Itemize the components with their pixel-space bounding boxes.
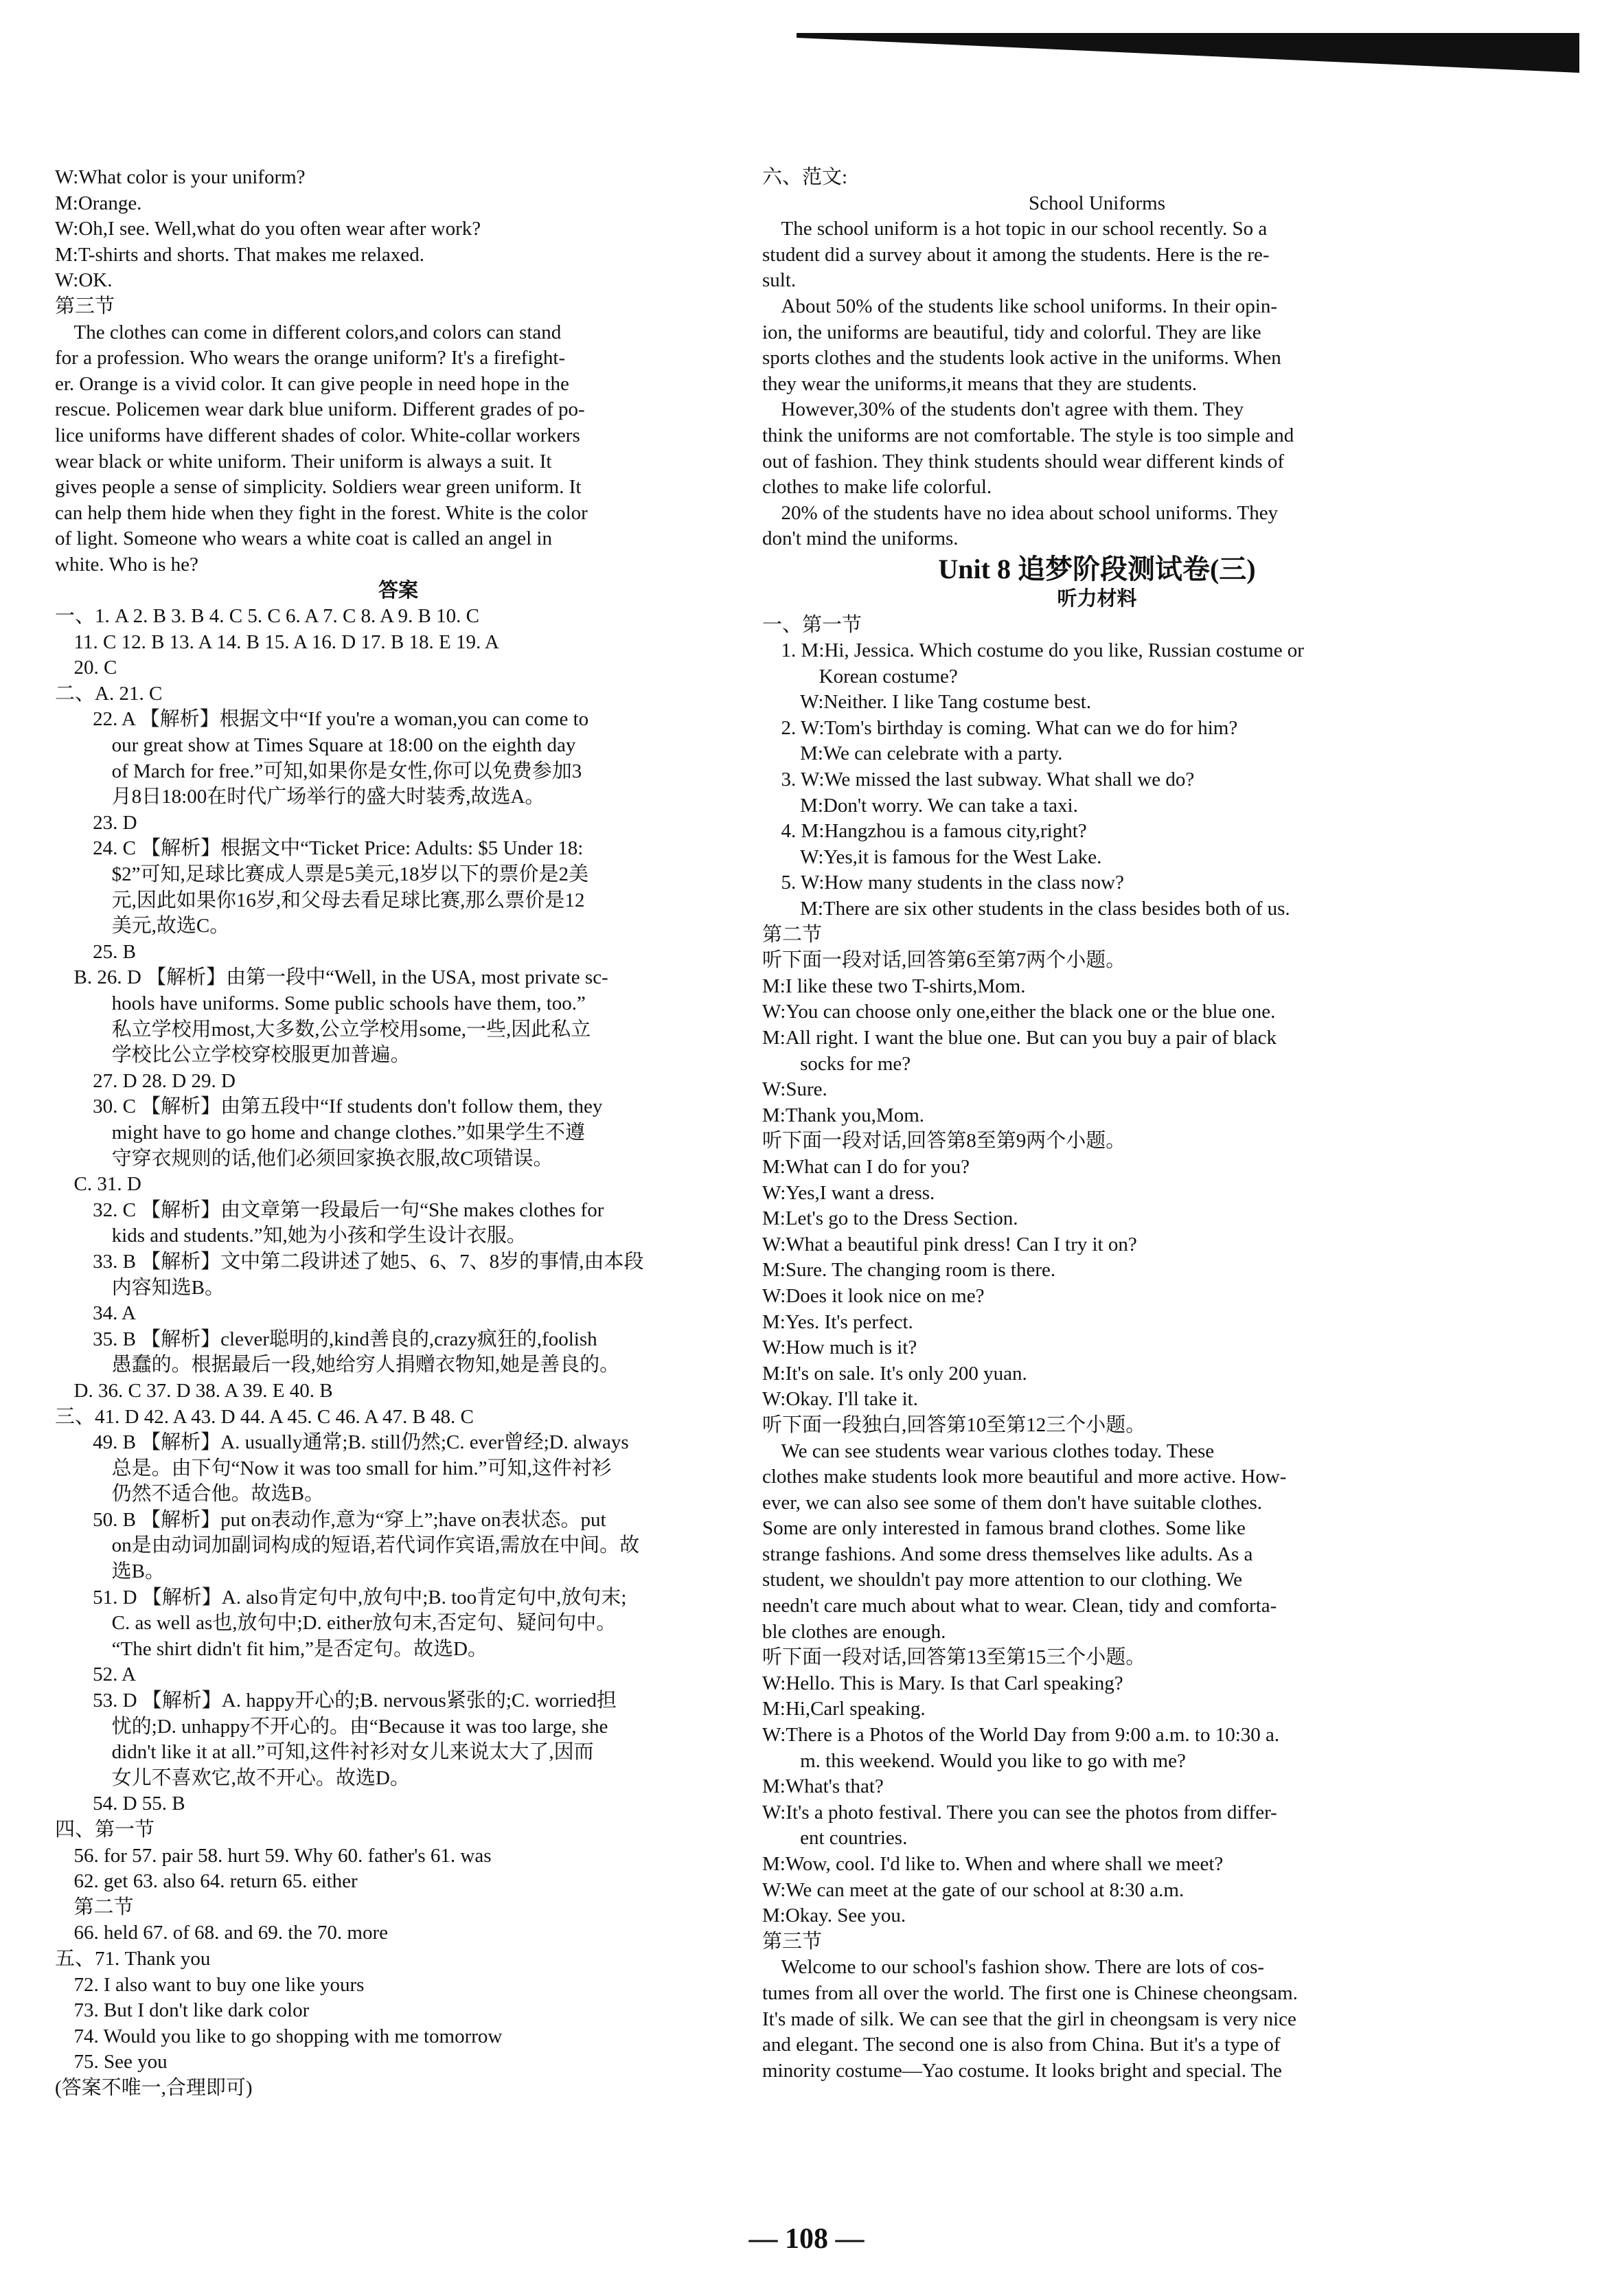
text-line: 2. W:Tom's birthday is coming. What can we do for him? bbox=[781, 716, 1238, 739]
text-line: 女儿不喜欢它,故不开心。故选D。 bbox=[111, 1766, 410, 1789]
text-line: for a profession. Who wears the orange uniform? It's a firefight- bbox=[55, 347, 566, 370]
text-line: 34. A bbox=[93, 1302, 136, 1325]
text-line: 32. C 【解析】由文章第一段最后一句“She makes clothes for bbox=[93, 1198, 604, 1221]
text-line: needn't care much about what to wear. Clean, tidy and comforta- bbox=[762, 1595, 1277, 1617]
text-line: However,30% of the students don't agree with them. They bbox=[781, 398, 1244, 421]
text-line: M:Sure. The changing room is there. bbox=[762, 1259, 1056, 1282]
text-line: W:Neither. I like Tang costume best. bbox=[800, 691, 1092, 714]
text-line: think the uniforms are not comfortable. The style is too simple and bbox=[762, 424, 1294, 446]
text-line: W:You can choose only one,either the black one or the blue one. bbox=[762, 1001, 1276, 1023]
text-line: M:It's on sale. It's only 200 yuan. bbox=[762, 1362, 1027, 1385]
text-line: ble clothes are enough. bbox=[762, 1620, 946, 1643]
text-line: 50. B 【解析】put on表动作,意为“穿上”;have on表状态。put bbox=[93, 1508, 606, 1531]
text-line: 27. D 28. D 29. D bbox=[93, 1069, 236, 1092]
text-line: 听下面一段对话,回答第13至第15三个小题。 bbox=[762, 1646, 1146, 1669]
text-line: 51. D 【解析】A. also肯定句中,放句中;B. too肯定句中,放句末; bbox=[93, 1586, 627, 1609]
text-line: student, we shouldn't pay more attention to our clothing. We bbox=[762, 1569, 1243, 1591]
text-line: W:OK. bbox=[55, 269, 113, 292]
text-line: M:There are six other students in the class besides both of us. bbox=[800, 898, 1290, 920]
text-line: 内容知选B。 bbox=[111, 1276, 225, 1299]
text-line: M:Okay. See you. bbox=[762, 1905, 906, 1927]
text-line: white. Who is he? bbox=[55, 553, 198, 576]
text-line: don't mind the uniforms. bbox=[762, 527, 959, 550]
text-line: The clothes can come in different colors,and colors can stand bbox=[73, 321, 562, 343]
text-line: 54. D 55. B bbox=[93, 1793, 185, 1815]
text-line: M:Wow, cool. I'd like to. When and where shall we meet? bbox=[762, 1853, 1224, 1875]
text-line: 35. B 【解析】clever聪明的,kind善良的,crazy疯狂的,foolish bbox=[93, 1328, 597, 1350]
text-line: 30. C 【解析】由第五段中“If students don't follow them, they bbox=[93, 1095, 603, 1118]
text-line: 72. I also want to buy one like yours bbox=[73, 1973, 365, 1996]
text-line: they wear the uniforms,it means that they are students. bbox=[762, 372, 1197, 395]
text-line: m. this weekend. Would you like to go with me? bbox=[800, 1749, 1186, 1772]
text-line: $2”可知,足球比赛成人票是5美元,18岁以下的票价是2美 bbox=[111, 863, 589, 886]
text-line: 66. held 67. of 68. and 69. the 70. more bbox=[73, 1922, 389, 1944]
text-line: About 50% of the students like school uniforms. In their opin- bbox=[781, 295, 1278, 317]
text-line: of light. Someone who wears a white coat is called an angel in bbox=[55, 527, 552, 550]
text-line: 五、71. Thank you bbox=[55, 1947, 211, 1970]
text-line: ion, the uniforms are beautiful, tidy and colorful. They are like bbox=[762, 321, 1261, 343]
text-line: Korean costume? bbox=[819, 665, 958, 687]
text-line: 4. M:Hangzhou is a famous city,right? bbox=[781, 820, 1087, 843]
text-line: 忧的;D. unhappy不开心的。由“Because it was too large, she bbox=[111, 1715, 608, 1738]
text-line: 三、41. D 42. A 43. D 44. A 45. C 46. A 47. B 48. C bbox=[55, 1405, 474, 1428]
text-line: rescue. Policemen wear dark blue uniform. Different grades of po- bbox=[55, 398, 585, 421]
text-line: might have to go home and change clothes.”如果学生不遵 bbox=[111, 1121, 586, 1144]
text-line: ent countries. bbox=[800, 1827, 908, 1850]
text-line: Some are only interested in famous brand clothes. Some like bbox=[762, 1517, 1246, 1540]
text-line: minority costume—Yao costume. It looks bright and special. The bbox=[762, 2059, 1282, 2082]
text-line: 总是。由下句“Now it was too small for him.”可知,这件衬衫 bbox=[111, 1457, 612, 1479]
text-line: 49. B 【解析】A. usually通常;B. still仍然;C. ever曾经;D. always bbox=[93, 1431, 629, 1454]
text-line: Welcome to our school's fashion show. There are lots of cos- bbox=[781, 1956, 1265, 1979]
text-line: W:Does it look nice on me? bbox=[762, 1284, 985, 1307]
text-line: 3. W:We missed the last subway. What shall we do? bbox=[781, 769, 1195, 791]
text-line: 四、第一节 bbox=[55, 1819, 155, 1841]
header-decoration-bar bbox=[797, 33, 1579, 73]
text-line: tumes from all over the world. The first one is Chinese cheongsam. bbox=[762, 1981, 1298, 2004]
text-line: W:We can meet at the gate of our school at 8:30 a.m. bbox=[762, 1878, 1185, 1901]
text-line: 听下面一段对话,回答第6至第7两个小题。 bbox=[762, 949, 1126, 972]
text-line: 74. Would you like to go shopping with me tomorrow bbox=[73, 2025, 503, 2047]
text-line: W:Hello. This is Mary. Is that Carl speaking? bbox=[762, 1672, 1123, 1694]
text-line: W:What color is your uniform? bbox=[55, 166, 306, 188]
text-line: ever, we can also see some of them don't have suitable clothes. bbox=[762, 1491, 1263, 1514]
text-line: 52. A bbox=[93, 1663, 136, 1686]
text-line: M:Orange. bbox=[55, 192, 142, 214]
text-line: 23. D bbox=[93, 811, 137, 834]
text-line: It's made of silk. We can see that the girl in cheongsam is very nice bbox=[762, 2008, 1296, 2030]
text-line: 二、A. 21. C bbox=[55, 682, 163, 705]
text-line: socks for me? bbox=[800, 1052, 911, 1075]
text-line: M:What's that? bbox=[762, 1775, 884, 1798]
text-line: 听下面一段独白,回答第10至第12三个小题。 bbox=[762, 1413, 1146, 1436]
text-line: lice uniforms have different shades of color. White-collar workers bbox=[55, 424, 580, 446]
text-line: M:Hi,Carl speaking. bbox=[762, 1698, 926, 1720]
text-line: 学校比公立学校穿校服更加普遍。 bbox=[111, 1044, 411, 1067]
text-line: 56. for 57. pair 58. hurt 59. Why 60. father's 61. was bbox=[73, 1844, 492, 1867]
text-line: 5. W:How many students in the class now? bbox=[781, 872, 1124, 894]
text-line: 愚蠢的。根据最后一段,她给穷人捐赠衣物知,她是善良的。 bbox=[111, 1354, 620, 1376]
text-line: 第三节 bbox=[762, 1930, 823, 1953]
text-line: W:Sure. bbox=[762, 1078, 827, 1101]
text-line: 第三节 bbox=[55, 295, 115, 317]
text-line: 75. See you bbox=[73, 2051, 168, 2073]
text-line: 听力材料 bbox=[1057, 587, 1137, 610]
text-line: kids and students.”知,她为小孩和学生设计衣服。 bbox=[111, 1225, 527, 1247]
text-line: 24. C 【解析】根据文中“Ticket Price: Adults: $5 Under 18: bbox=[93, 837, 584, 860]
left-column bbox=[55, 165, 742, 2102]
text-line: strange fashions. And some dress themselves like adults. As a bbox=[762, 1543, 1253, 1565]
text-line: W:Oh,I see. Well,what do you often wear after work? bbox=[55, 218, 481, 240]
text-line: 22. A 【解析】根据文中“If you're a woman,you can come to bbox=[93, 708, 589, 731]
text-line: 元,因此如果你16岁,和父母去看足球比赛,那么票价是12 bbox=[111, 889, 585, 911]
text-line: 听下面一段对话,回答第8至第9两个小题。 bbox=[762, 1130, 1126, 1152]
text-line: D. 36. C 37. D 38. A 39. E 40. B bbox=[73, 1379, 333, 1402]
text-line: didn't like it at all.”可知,这件衬衫对女儿来说太大了,因而 bbox=[111, 1741, 594, 1764]
text-line: on是由动词加副词构成的短语,若代词作宾语,需放在中间。故 bbox=[111, 1534, 640, 1557]
text-line: M:We can celebrate with a party. bbox=[800, 742, 1063, 765]
text-line: 62. get 63. also 64. return 65. either bbox=[73, 1870, 358, 1893]
text-line: sports clothes and the students look active in the uniforms. When bbox=[762, 347, 1281, 370]
text-line: M:T-shirts and shorts. That makes me relaxed. bbox=[55, 243, 425, 266]
text-line: Unit 8 追梦阶段测试卷(三) bbox=[938, 553, 1256, 584]
text-line: 月8日18:00在时代广场举行的盛大时装秀,故选A。 bbox=[111, 786, 545, 808]
text-line: School Uniforms bbox=[1029, 192, 1165, 214]
text-line: 1. M:Hi, Jessica. Which costume do you like, Russian costume or bbox=[781, 639, 1304, 662]
right-column bbox=[762, 165, 1432, 2084]
text-line: student did a survey about it among the students. Here is the re- bbox=[762, 243, 1270, 266]
text-line: 第二节 bbox=[73, 1896, 134, 1918]
text-line: C. 31. D bbox=[73, 1173, 141, 1196]
text-line: 53. D 【解析】A. happy开心的;B. nervous紧张的;C. worried担 bbox=[93, 1690, 617, 1712]
text-line: 一、1. A 2. B 3. B 4. C 5. C 6. A 7. C 8. A 9. B 10. C bbox=[55, 605, 479, 628]
text-line: W:Okay. I'll take it. bbox=[762, 1388, 918, 1411]
text-line: 六、范文: bbox=[762, 166, 848, 188]
page-number: — 108 — bbox=[748, 2223, 865, 2255]
text-line: M:Thank you,Mom. bbox=[762, 1104, 925, 1126]
text-line: can help them hide when they fight in the forest. White is the color bbox=[55, 501, 588, 524]
text-line: clothes make students look more beautiful and more active. How- bbox=[762, 1466, 1287, 1488]
text-line: (答案不唯一,合理即可) bbox=[55, 2076, 253, 2099]
text-line: W:There is a Photos of the World Day from 9:00 a.m. to 10:30 a. bbox=[762, 1724, 1280, 1747]
text-line: 美元,故选C。 bbox=[111, 915, 230, 937]
text-line: wear black or white uniform. Their uniform is always a suit. It bbox=[55, 450, 552, 473]
text-line: M:What can I do for you? bbox=[762, 1155, 970, 1178]
text-line: our great show at Times Square at 18:00 on the eighth day bbox=[111, 734, 576, 757]
text-line: hools have uniforms. Some public schools have them, too.” bbox=[111, 992, 586, 1014]
text-line: 第二节 bbox=[762, 923, 823, 946]
text-line: W:Yes,it is famous for the West Lake. bbox=[800, 845, 1102, 868]
text-line: 一、第一节 bbox=[762, 613, 862, 636]
text-line: sult. bbox=[762, 269, 797, 292]
text-line: and elegant. The second one is also from China. But it's a type of bbox=[762, 2034, 1281, 2056]
text-line: W:What a beautiful pink dress! Can I try it on? bbox=[762, 1233, 1137, 1255]
text-line: 答案 bbox=[378, 579, 418, 602]
text-line: 73. But I don't like dark color bbox=[73, 1999, 310, 2022]
text-line: 守穿衣规则的话,他们必须回家换衣服,故C项错误。 bbox=[111, 1147, 553, 1170]
text-line: W:It's a photo festival. There you can see the photos from differ- bbox=[762, 1801, 1277, 1823]
text-line: gives people a sense of simplicity. Soldiers wear green uniform. It bbox=[55, 476, 582, 499]
text-line: 11. C 12. B 13. A 14. B 15. A 16. D 17. B 18. E 19. A bbox=[73, 630, 499, 653]
text-line: 20% of the students have no idea about school uniforms. They bbox=[781, 501, 1279, 524]
text-line: clothes to make life colorful. bbox=[762, 476, 992, 499]
text-line: M:Yes. It's perfect. bbox=[762, 1310, 913, 1333]
text-line: M:Don't worry. We can take a taxi. bbox=[800, 794, 1078, 817]
text-line: M:All right. I want the blue one. But can you buy a pair of black bbox=[762, 1027, 1277, 1049]
text-line: The school uniform is a hot topic in our school recently. So a bbox=[781, 218, 1268, 240]
text-line: We can see students wear various clothes today. These bbox=[781, 1440, 1215, 1462]
text-line: W:How much is it? bbox=[762, 1337, 917, 1359]
text-line: M:Let's go to the Dress Section. bbox=[762, 1207, 1018, 1230]
text-line: 25. B bbox=[93, 940, 136, 963]
text-line: 33. B 【解析】文中第二段讲述了她5、6、7、8岁的事情,由本段 bbox=[93, 1250, 644, 1273]
text-line: of March for free.”可知,如果你是女性,你可以免费参加3 bbox=[111, 760, 582, 782]
text-line: “The shirt didn't fit him,”是否定句。故选D。 bbox=[111, 1637, 488, 1660]
text-line: C. as well as也,放句中;D. either放句末,否定句、疑问句中。 bbox=[111, 1612, 617, 1635]
text-line: M:I like these two T-shirts,Mom. bbox=[762, 975, 1026, 997]
text-line: er. Orange is a vivid color. It can give people in need hope in the bbox=[55, 372, 569, 395]
text-line: 20. C bbox=[73, 657, 117, 679]
text-line: 仍然不适合他。故选B。 bbox=[111, 1483, 324, 1505]
text-line: out of fashion. They think students should wear different kinds of bbox=[762, 450, 1285, 473]
text-line: B. 26. D 【解析】由第一段中“Well, in the USA, most private sc- bbox=[73, 966, 608, 989]
text-line: 选B。 bbox=[111, 1560, 165, 1583]
text-line: W:Yes,I want a dress. bbox=[762, 1181, 935, 1204]
text-line: 私立学校用most,大多数,公立学校用some,一些,因此私立 bbox=[111, 1018, 591, 1041]
